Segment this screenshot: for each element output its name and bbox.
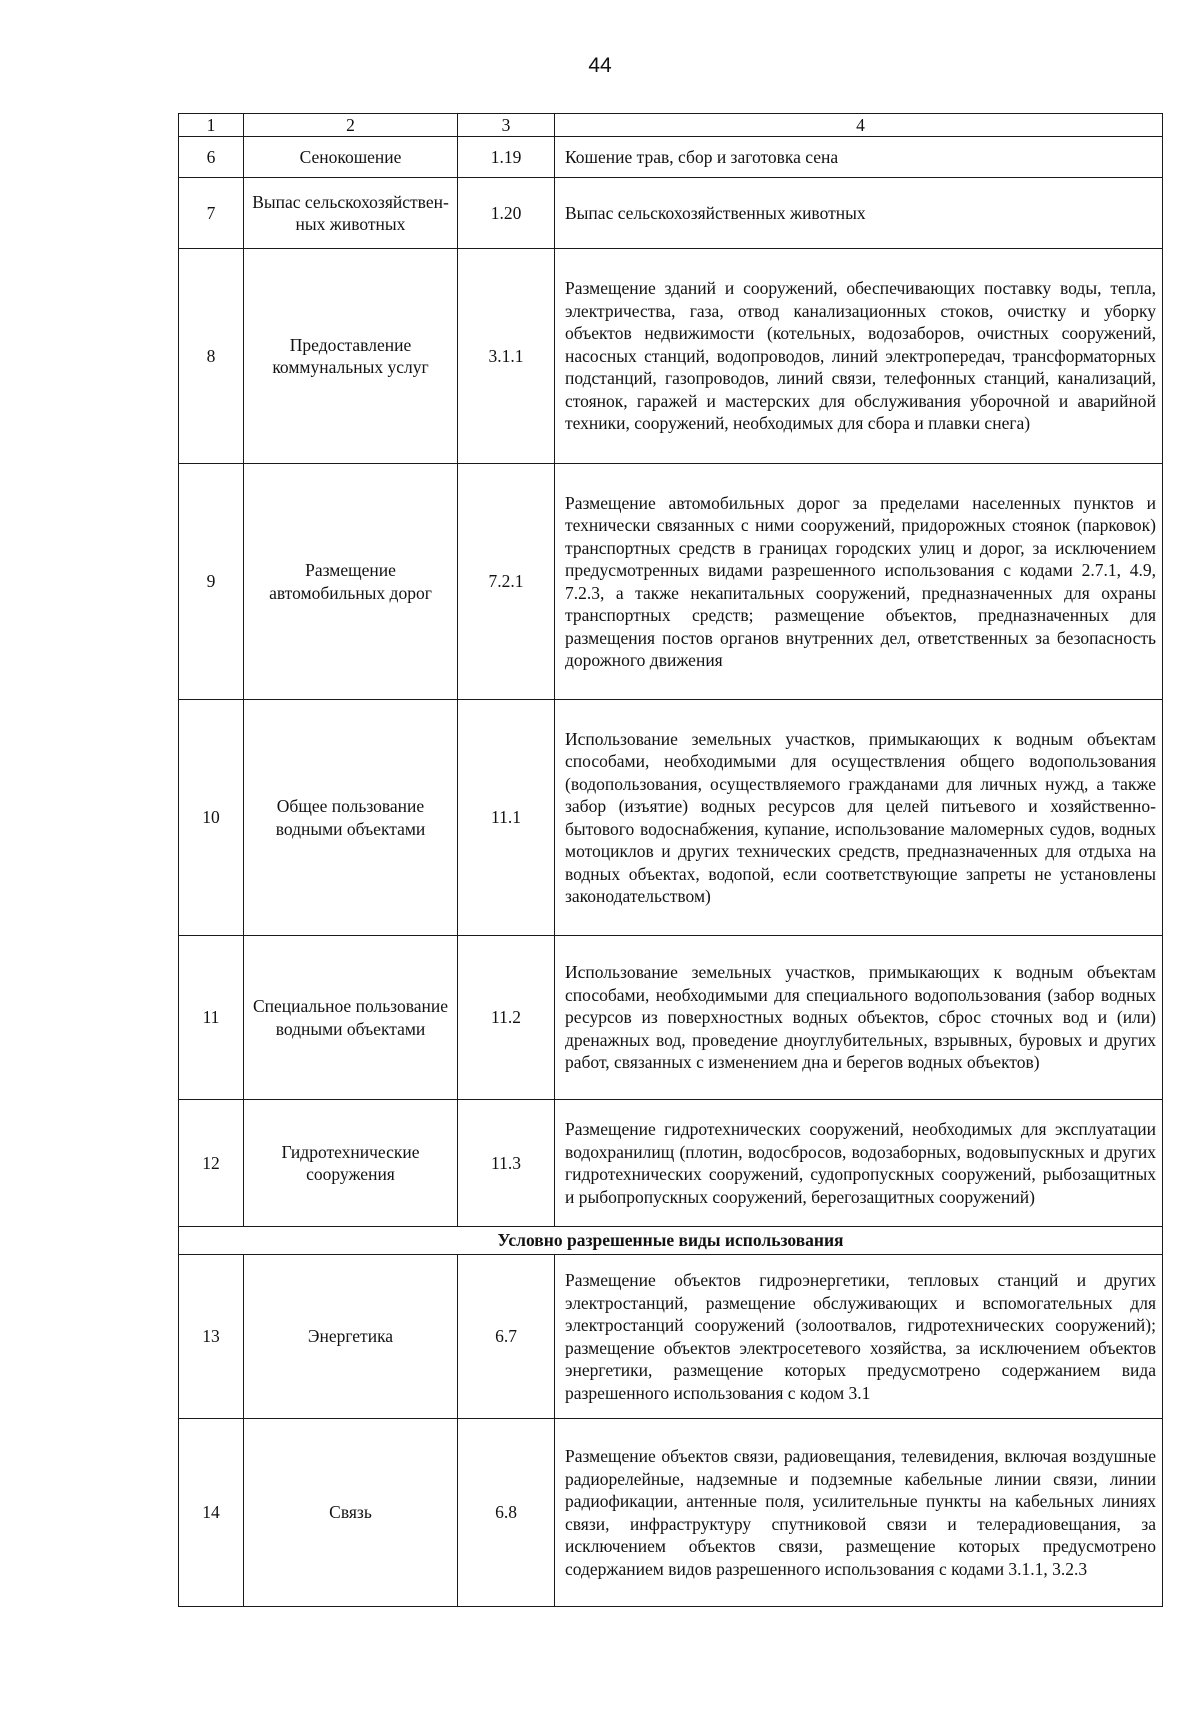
row-number: 10 bbox=[179, 700, 244, 936]
use-type-name: Сенокошение bbox=[244, 137, 458, 178]
table-row bbox=[179, 249, 1163, 464]
use-type-description: Выпас сельскохозяйственных животных bbox=[555, 178, 1163, 249]
row-number: 11 bbox=[179, 936, 244, 1100]
use-type-description: Кошение трав, сбор и заготовка сена bbox=[555, 137, 1163, 178]
use-type-code: 3.1.1 bbox=[458, 249, 555, 464]
table-row bbox=[179, 700, 1163, 936]
table-row bbox=[179, 1419, 1163, 1607]
use-type-name: Гидротехнические сооружения bbox=[244, 1100, 458, 1227]
use-type-code: 6.7 bbox=[458, 1255, 555, 1419]
use-type-code: 1.19 bbox=[458, 137, 555, 178]
table-row bbox=[179, 178, 1163, 249]
land-use-table bbox=[178, 113, 1163, 1607]
use-type-code: 11.3 bbox=[458, 1100, 555, 1227]
section-header-row bbox=[179, 1227, 1163, 1255]
section-title: Условно разрешенные виды использования bbox=[179, 1227, 1163, 1255]
table-row bbox=[179, 137, 1163, 178]
page-number: 44 bbox=[588, 54, 612, 77]
row-number: 9 bbox=[179, 464, 244, 700]
header-cell-1: 1 bbox=[179, 114, 244, 137]
row-number: 7 bbox=[179, 178, 244, 249]
use-type-code: 1.20 bbox=[458, 178, 555, 249]
header-cell-3: 3 bbox=[458, 114, 555, 137]
use-type-name: Общее пользование водными объектами bbox=[244, 700, 458, 936]
row-number: 12 bbox=[179, 1100, 244, 1227]
use-type-name: Специальное пользование водными объектами bbox=[244, 936, 458, 1100]
use-type-code: 6.8 bbox=[458, 1419, 555, 1607]
table-row bbox=[179, 936, 1163, 1100]
use-type-name: Энергетика bbox=[244, 1255, 458, 1419]
row-number: 6 bbox=[179, 137, 244, 178]
table-row bbox=[179, 464, 1163, 700]
use-type-code: 7.2.1 bbox=[458, 464, 555, 700]
use-type-code: 11.2 bbox=[458, 936, 555, 1100]
header-cell-4: 4 bbox=[555, 114, 1163, 137]
table-row bbox=[179, 1100, 1163, 1227]
row-number: 14 bbox=[179, 1419, 244, 1607]
use-type-description: Размещение объектов связи, радиовещания, телевидения, включая воздушные радиорелейные, надземные и подземные кабельные линии связи, линии радиофикации, антенные поля, усилительные пункты на кабельных линиях связи, инфраструктуру спутниковой связи и телерадиовещания, за исключением объектов связи, размещение которых предусмотрено содержанием видов разрешенного использования с кодами 3.1.1, 3.2.3 bbox=[555, 1419, 1163, 1607]
use-type-description: Использование земельных участков, примыкающих к водным объектам способами, необходимыми для специального водопользования (забор водных ресурсов из поверхностных водных объектов, сброс сточных вод и (или) дренажных вод, проведение дноуглубительных, взрывных, буровых и других работ, связанных с изменением дна и берегов водных объектов) bbox=[555, 936, 1163, 1100]
use-type-description: Размещение объектов гидроэнергетики, тепловых станций и других электростанций, размещение обслуживающих и вспомогательных для электростанций сооружений (золоотвалов, гидротехнических сооружений); размещение объектов электросетевого хозяйства, за исключением объектов энергетики, размещение которых предусмотрено содержанием вида разрешенного использования с кодом 3.1 bbox=[555, 1255, 1163, 1419]
use-type-description: Использование земельных участков, примыкающих к водным объектам способами, необходимыми для осуществления общего водопользования (водопользования, осуществляемого гражданами для личных нужд, а также забор (изъятие) водных ресурсов для целей питьевого и хозяйственно-бытового водоснабжения, купание, использование маломерных судов, водных мотоциклов и других технических средств, предназначенных для отдыха на водных объектах, водопой, если соответствующие запреты не установлены законодательством) bbox=[555, 700, 1163, 936]
table-row bbox=[179, 1255, 1163, 1419]
use-type-description: Размещение автомобильных дорог за пределами населенных пунктов и технически связанных с ними сооружений, придорожных стоянок (парковок) транспортных средств в границах городских улиц и дорог, за исключением предусмотренных видами разрешенного использования с кодами 2.7.1, 4.9, 7.2.3, а также некапитальных сооружений, предназначенных для охраны транспортных средств; размещение объектов, предназначенных для размещения постов органов внутренних дел, ответственных за безопасность дорожного движения bbox=[555, 464, 1163, 700]
row-number: 8 bbox=[179, 249, 244, 464]
use-type-name: Предоставление коммунальных услуг bbox=[244, 249, 458, 464]
use-type-name: Выпас сельскохозяйствен-ных животных bbox=[244, 178, 458, 249]
use-type-description: Размещение зданий и сооружений, обеспечивающих поставку воды, тепла, электричества, газа, отвод канализационных стоков, очистку и уборку объектов недвижимости (котельных, водозаборов, очистных сооружений, насосных станций, водопроводов, линий электропередач, трансформаторных подстанций, газопроводов, линий связи, телефонных станций, канализаций, стоянок, гаражей и мастерских для обслуживания уборочной и аварийной техники, сооружений, необходимых для сбора и плавки снега) bbox=[555, 249, 1163, 464]
use-type-name: Связь bbox=[244, 1419, 458, 1607]
use-type-description: Размещение гидротехнических сооружений, необходимых для эксплуатации водохранилищ (плотин, водосбросов, водозаборных, водовыпускных и других гидротехнических сооружений, судопропускных сооружений, рыбозащитных и рыбопропускных сооружений, берегозащитных сооружений) bbox=[555, 1100, 1163, 1227]
table-header-row bbox=[179, 114, 1163, 137]
header-cell-2: 2 bbox=[244, 114, 458, 137]
row-number: 13 bbox=[179, 1255, 244, 1419]
use-type-code: 11.1 bbox=[458, 700, 555, 936]
use-type-name: Размещение автомобильных дорог bbox=[244, 464, 458, 700]
